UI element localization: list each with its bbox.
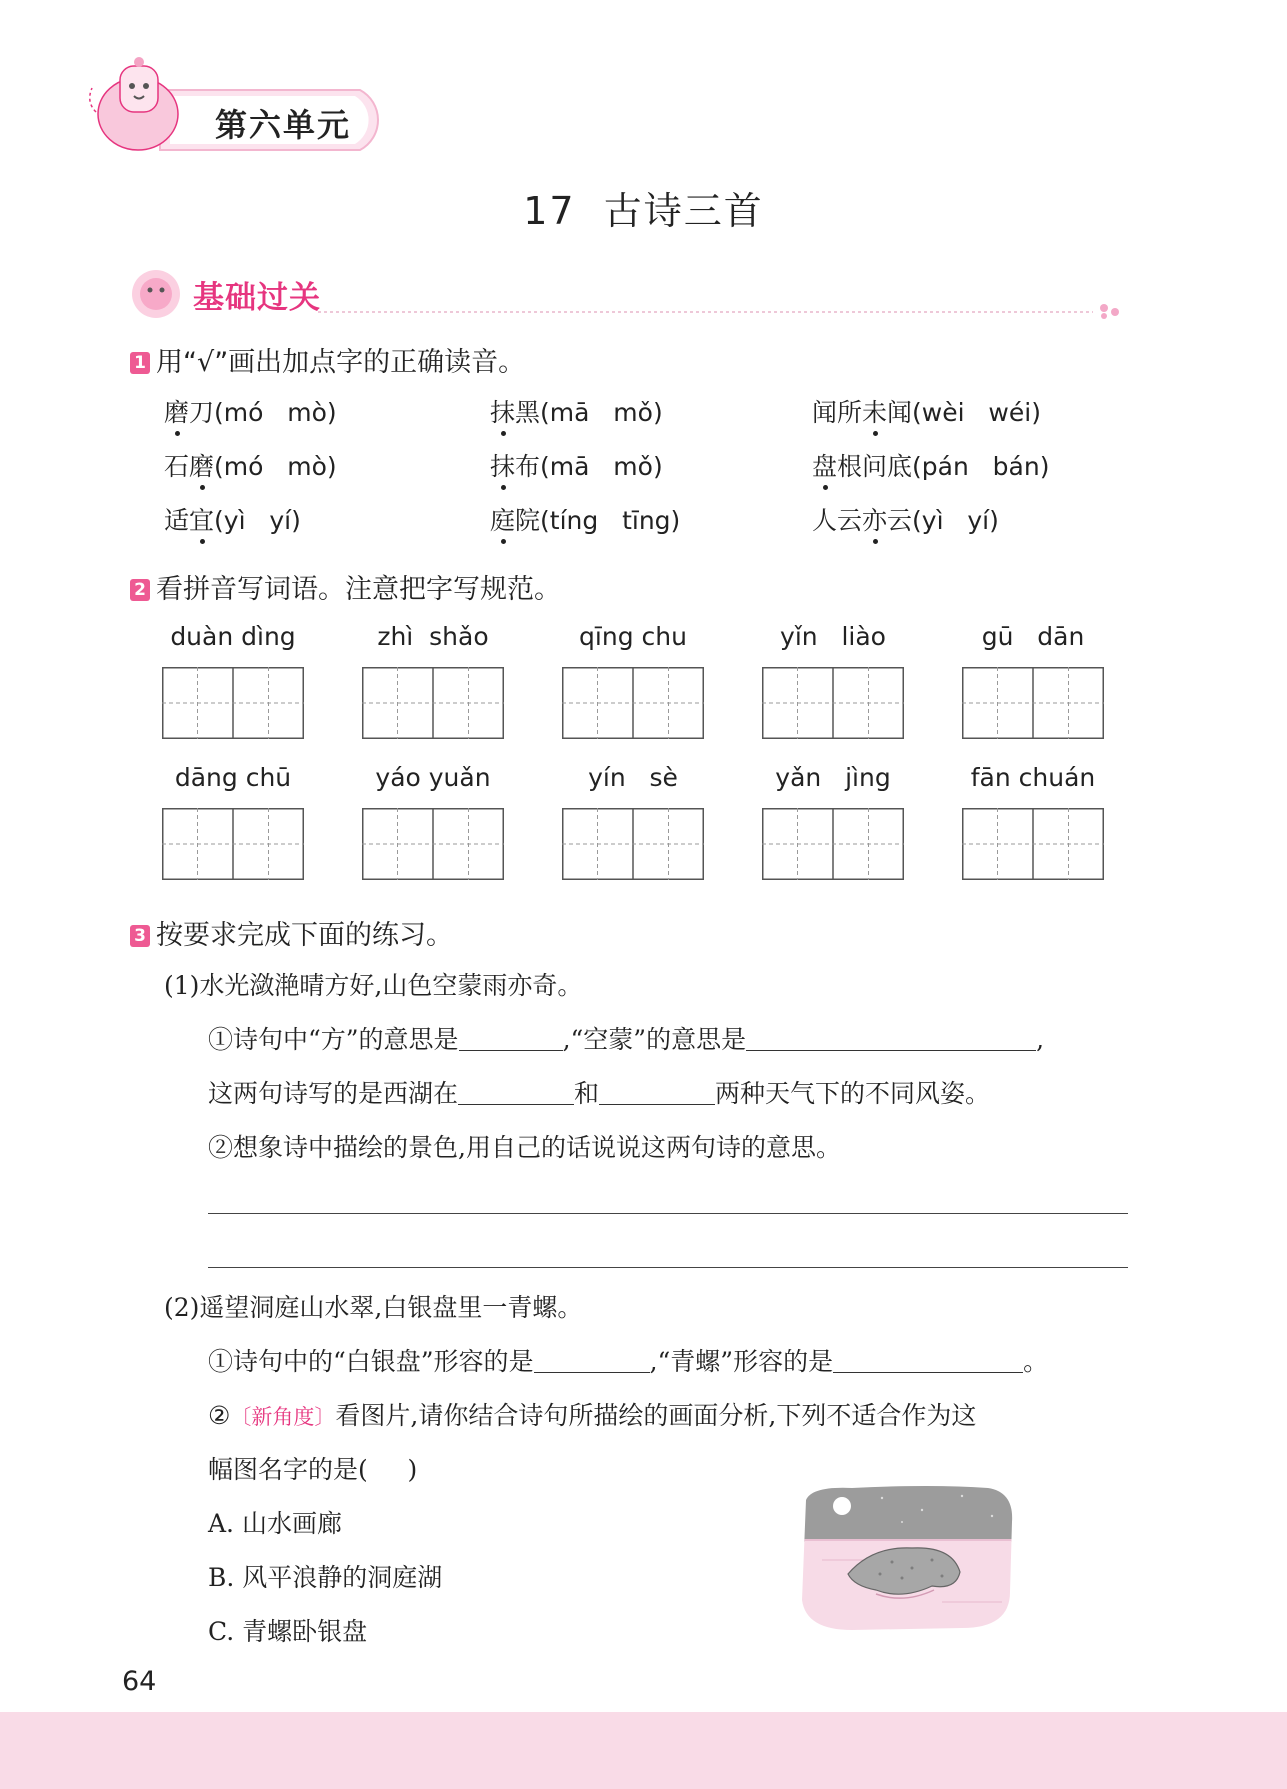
pinyin-label: zhì shǎo xyxy=(377,622,489,651)
q3-1-line-2: 这两句诗写的是西湖在 和 两种天气下的不同风姿。 xyxy=(208,1079,991,1108)
question-2-title: 2 看拼音写词语。注意把字写规范。 xyxy=(130,567,561,606)
pinyin-label: duàn dìng xyxy=(170,622,296,651)
pinyin-label: fān chuán xyxy=(970,763,1096,792)
answer-line[interactable] xyxy=(208,1267,1128,1268)
dotted-char: 宜 xyxy=(189,506,215,535)
q1-item: 石磨(mó mò) xyxy=(164,452,337,481)
q1-item: 磨刀(mó mò) xyxy=(164,398,337,427)
q3-2-line-3: 幅图名字的是( ) xyxy=(208,1455,418,1484)
mascot-icon xyxy=(80,52,190,156)
pinyin-label: yín sè xyxy=(588,763,678,792)
answer-blank[interactable] xyxy=(746,1024,1036,1051)
question-number-badge: 3 xyxy=(130,925,150,947)
q3-1-line-1: ①诗句中“方”的意思是 ,“空蒙”的意思是 , xyxy=(208,1025,1045,1054)
dotted-char: 未 xyxy=(862,398,888,427)
footer-band xyxy=(0,1712,1287,1789)
pinyin-label: yáo yuǎn xyxy=(375,763,491,792)
dotted-char: 磨 xyxy=(189,452,215,481)
unit-title: 第六单元 xyxy=(215,106,352,144)
q1-item: 抹布(mā mǒ) xyxy=(490,452,663,481)
section-title: 基础过关 xyxy=(193,280,321,316)
new-angle-tag: 〔新角度〕 xyxy=(230,1405,336,1429)
dotted-char: 亦 xyxy=(862,506,888,535)
q1-item: 盘根问底(pán bán) xyxy=(812,452,1050,481)
option-c[interactable]: C. 青螺卧银盘 xyxy=(208,1617,368,1646)
page-number: 64 xyxy=(122,1666,157,1697)
q1-item: 闻所未闻(wèi wéi) xyxy=(812,398,1041,427)
lake-illustration xyxy=(792,1482,1018,1632)
q3-2-line-1: ①诗句中的“白银盘”形容的是 ,“青螺”形容的是 。 xyxy=(208,1347,1049,1376)
poem-2: (2)遥望洞庭山水翠,白银盘里一青螺。 xyxy=(164,1293,583,1322)
q1-item: 抹黑(mā mǒ) xyxy=(490,398,663,427)
pinyin-label: qīng chu xyxy=(579,622,687,651)
pinyin-label: gū dān xyxy=(981,622,1085,651)
dotted-char: 抹 xyxy=(490,398,516,427)
dotted-char: 盘 xyxy=(812,452,838,481)
pinyin-label: dāng chū xyxy=(174,763,292,792)
dotted-char: 磨 xyxy=(164,398,190,427)
poem-1: (1)水光潋滟晴方好,山色空蒙雨亦奇。 xyxy=(164,971,583,1000)
writing-grids[interactable] xyxy=(160,665,1120,885)
q1-item: 庭院(tíng tīng) xyxy=(490,506,681,535)
q3-2-line-2: ②〔新角度〕看图片,请你结合诗句所描绘的画面分析,下列不适合作为这 xyxy=(208,1401,977,1430)
answer-line[interactable] xyxy=(208,1213,1128,1214)
question-1-title: 1 用“√”画出加点字的正确读音。 xyxy=(130,340,525,379)
answer-blank[interactable] xyxy=(833,1346,1023,1373)
lesson-title: 17 古诗三首 xyxy=(523,189,764,233)
q1-item: 适宜(yì yí) xyxy=(164,506,301,535)
q3-1-line-3: ②想象诗中描绘的景色,用自己的话说说这两句诗的意思。 xyxy=(208,1133,841,1162)
option-b[interactable]: B. 风平浪静的洞庭湖 xyxy=(208,1563,443,1592)
answer-blank[interactable] xyxy=(458,1078,574,1105)
pinyin-label: yǎn jìng xyxy=(775,763,891,792)
dotted-char: 庭 xyxy=(490,506,516,535)
answer-blank[interactable] xyxy=(599,1078,715,1105)
answer-blank[interactable] xyxy=(534,1346,650,1373)
pinyin-label: yǐn liào xyxy=(780,622,886,651)
dotted-char: 抹 xyxy=(490,452,516,481)
question-number-badge: 2 xyxy=(130,579,150,601)
q1-item: 人云亦云(yì yí) xyxy=(812,506,999,535)
question-number-badge: 1 xyxy=(130,352,150,374)
answer-blank[interactable] xyxy=(459,1024,563,1051)
question-3-title: 3 按要求完成下面的练习。 xyxy=(130,913,453,952)
option-a[interactable]: A. 山水画廊 xyxy=(208,1509,342,1538)
